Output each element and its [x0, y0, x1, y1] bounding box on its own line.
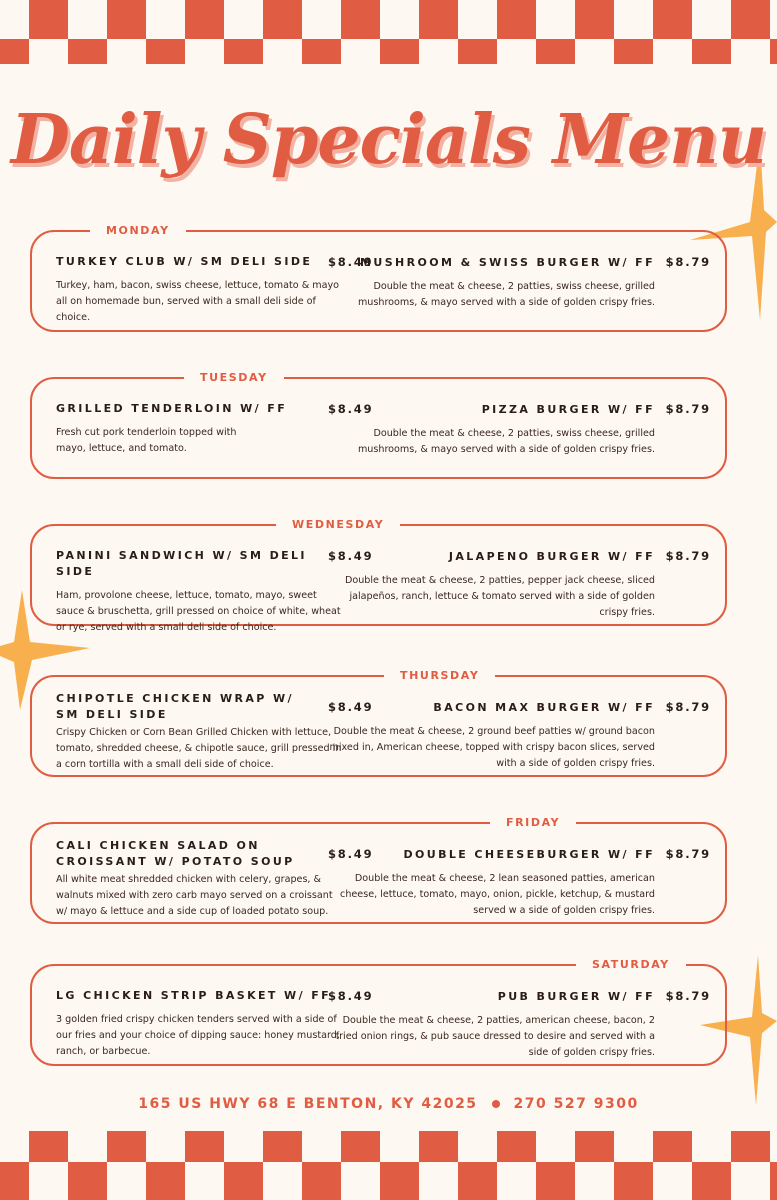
day-label: MONDAY [90, 223, 186, 239]
item-price: $8.49 [328, 402, 374, 416]
checker-border-top [0, 0, 777, 64]
item-description: Double the meat & cheese, 2 patties, swiss cheese, grilled mushrooms, & mayo served with a side of golden crispy fries. [357, 428, 655, 455]
address: 165 US HWY 68 E BENTON, KY 42025 [138, 1096, 478, 1112]
day-card-monday [30, 224, 727, 332]
menu-item-left [56, 691, 346, 773]
phone-number: 270 527 9300 [513, 1096, 639, 1112]
item-description: Crispy Chicken or Corn Bean Grilled Chicken with lettuce, tomato, shredded cheese, & chipotle sauce, grill pressed in a corn tortilla with a small deli side of choice. [56, 727, 342, 770]
item-name: TURKEY CLUB W/ SM DELI SIDE [56, 255, 313, 268]
menu-item-left [56, 838, 346, 920]
menu-item-left [56, 401, 346, 457]
menu-item-left [56, 254, 346, 326]
item-price: $8.49 [328, 549, 374, 563]
item-price: $8.49 [328, 700, 374, 714]
item-description: Fresh cut pork tenderloin topped with mayo, lettuce, and tomato. [56, 427, 237, 454]
item-description: Double the meat & cheese, 2 patties, american cheese, bacon, 2 fried onion rings, & pub sauce dressed to desire and served with a side of golden crispy fries. [335, 1015, 655, 1058]
item-price: $8.49 [328, 989, 374, 1003]
item-price: $8.79 [665, 402, 711, 416]
item-name: LG CHICKEN STRIP BASKET W/ FF [56, 989, 332, 1002]
item-name: BACON MAX BURGER W/ FF [433, 701, 655, 714]
menu-item-left [56, 548, 346, 636]
day-card-saturday [30, 958, 727, 1066]
day-card-wednesday [30, 518, 727, 633]
day-card-thursday [30, 669, 727, 777]
item-name: CHIPOTLE CHICKEN WRAP W/ SM DELI SIDE [56, 692, 294, 721]
menu-item-right [325, 402, 655, 458]
item-name: PANINI SANDWICH W/ SM DELI SIDE [56, 549, 307, 578]
item-description: Double the meat & cheese, 2 ground beef patties w/ ground bacon mixed in, American cheese, topped with crispy bacon slices, served with a side of golden crispy fries. [329, 726, 655, 769]
item-name: JALAPENO BURGER W/ FF [448, 550, 655, 563]
day-label: THURSDAY [384, 668, 495, 684]
item-price: $8.49 [328, 847, 374, 861]
item-price: $8.79 [665, 847, 711, 861]
item-description: Double the meat & cheese, 2 patties, pepper jack cheese, sliced jalapeños, ranch, lettuce & tomato served with a side of golden crispy fries. [344, 575, 655, 618]
item-price: $8.79 [665, 549, 711, 563]
footer-contact [0, 1096, 777, 1112]
item-description: Double the meat & cheese, 2 lean seasoned patties, american cheese, lettuce, tomato, mayo, onion, pickle, ketchup, & mustard served w a side of golden crispy fries. [340, 873, 655, 916]
item-name: MUSHROOM & SWISS BURGER W/ FF [360, 256, 655, 269]
menu-title: Daily Specials Menu [10, 100, 767, 180]
item-description: All white meat shredded chicken with celery, grapes, & walnuts mixed with zero carb mayo served on a croissant w/ mayo & lettuce and a side cup of loaded potato soup. [56, 874, 333, 917]
day-label: TUESDAY [184, 370, 284, 386]
menu-item-right [325, 989, 655, 1061]
day-card-tuesday [30, 371, 727, 479]
menu-item-right [325, 255, 655, 311]
item-name: GRILLED TENDERLOIN W/ FF [56, 402, 288, 415]
item-name: DOUBLE CHEESEBURGER W/ FF [403, 848, 655, 861]
menu-item-left [56, 988, 346, 1060]
item-name: CALI CHICKEN SALAD ON CROISSANT W/ POTATO SOUP [56, 839, 295, 868]
item-name: PIZZA BURGER W/ FF [481, 403, 655, 416]
day-label: FRIDAY [490, 815, 576, 831]
item-price: $8.49 [328, 255, 374, 269]
item-price: $8.79 [665, 989, 711, 1003]
item-description: Double the meat & cheese, 2 patties, swiss cheese, grilled mushrooms, & mayo served with a side of golden crispy fries. [357, 281, 655, 308]
item-price: $8.79 [665, 700, 711, 714]
menu-item-right [325, 700, 655, 772]
checker-border-bottom [0, 1131, 777, 1200]
day-label: WEDNESDAY [276, 517, 400, 533]
item-description: 3 golden fried crispy chicken tenders served with a side of our fries and your choice of dipping sauce: honey mustard, ranch, or barbecue. [56, 1014, 340, 1057]
item-name: PUB BURGER W/ FF [497, 990, 655, 1003]
menu-item-right [325, 549, 655, 621]
day-label: SATURDAY [576, 957, 686, 973]
day-card-friday [30, 816, 727, 924]
item-description: Turkey, ham, bacon, swiss cheese, lettuce, tomato & mayo all on homemade bun, served with a small deli side of choice. [56, 280, 340, 323]
menu-item-right [325, 847, 655, 919]
separator-dot [492, 1100, 500, 1108]
item-description: Ham, provolone cheese, lettuce, tomato, mayo, sweet sauce & bruschetta, grill pressed on choice of white, wheat or rye, served with a small deli side of choice. [56, 590, 341, 633]
item-price: $8.79 [665, 255, 711, 269]
